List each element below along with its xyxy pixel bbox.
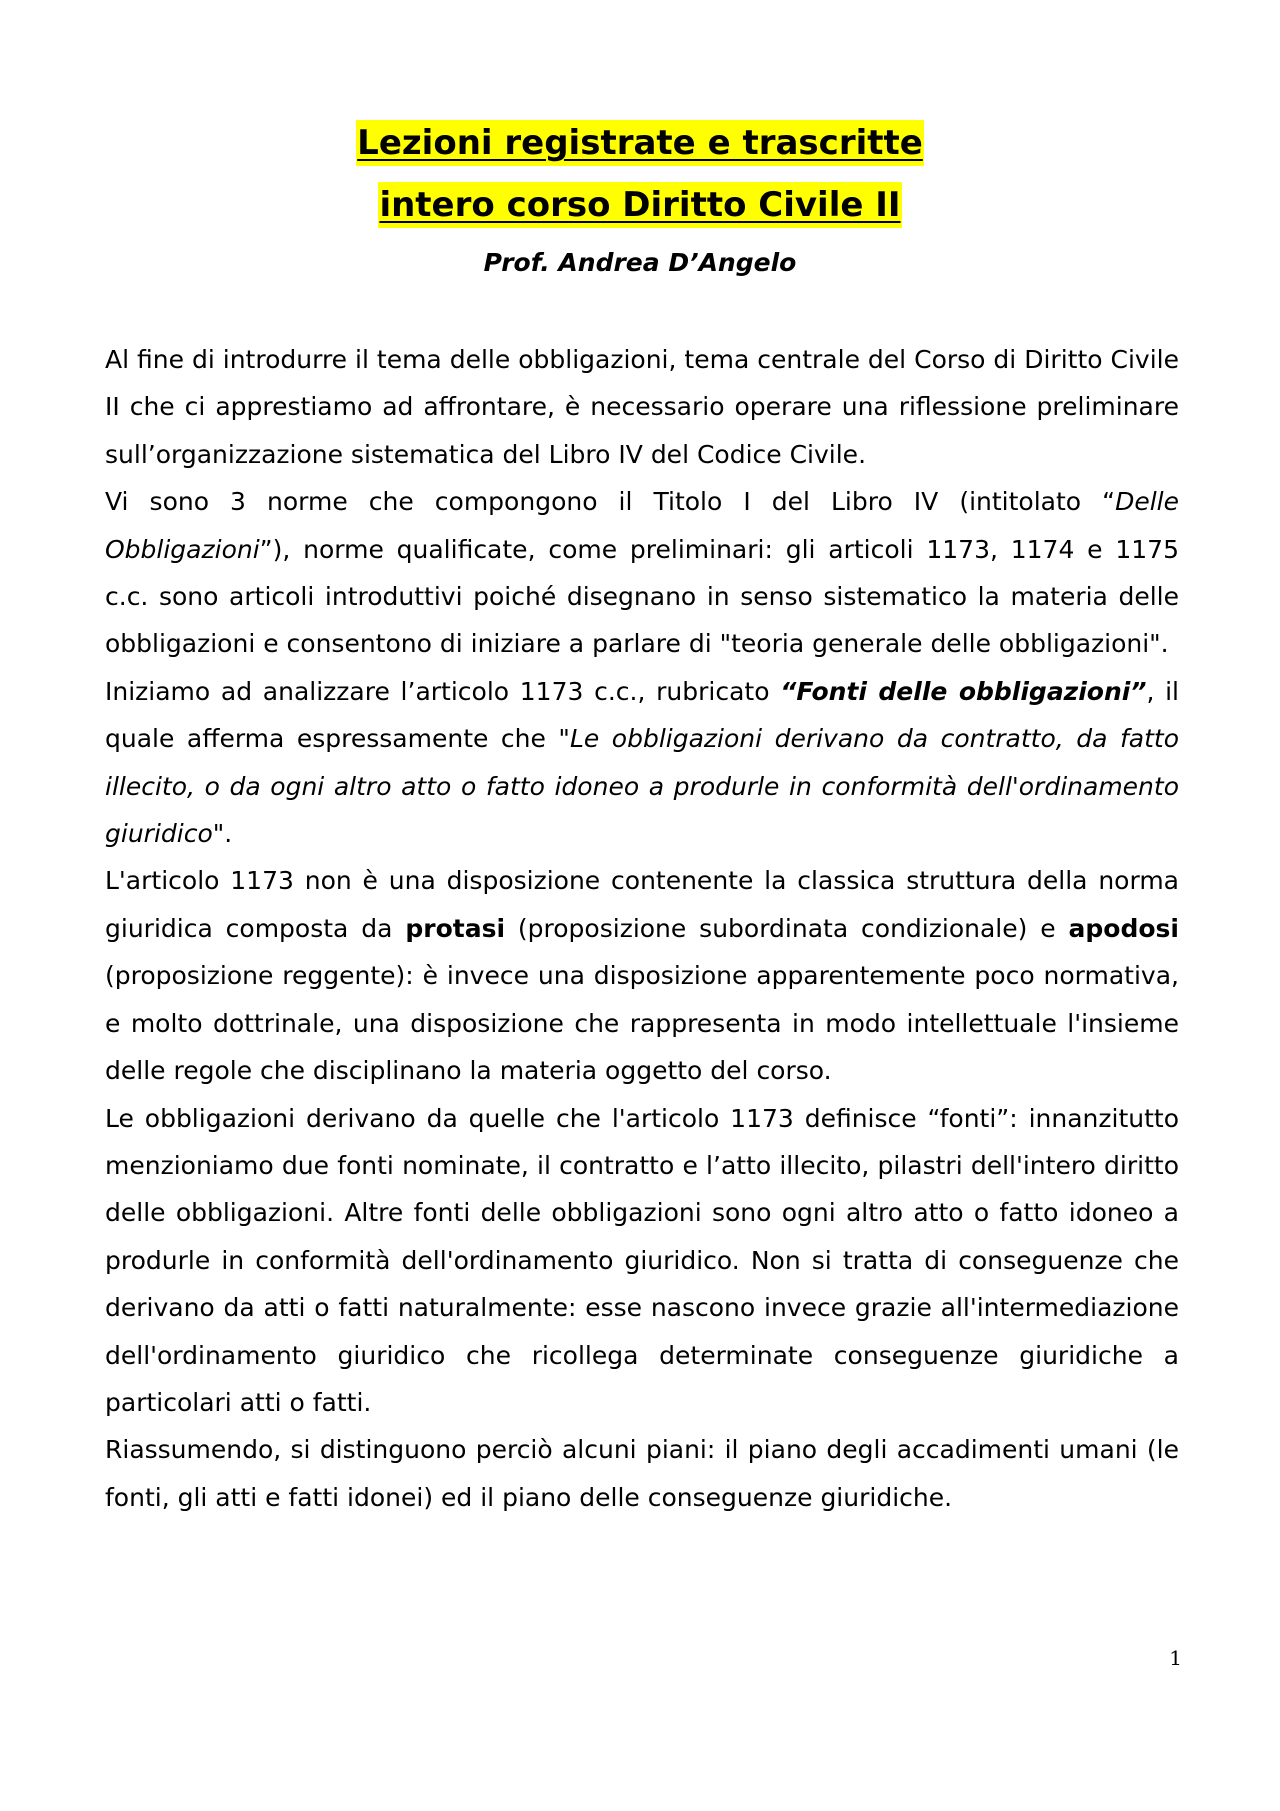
paragraph-4-text: L'articolo 1173 non è una disposizione contenente la classica struttura della norma giuridica composta da — [105, 866, 1179, 943]
term-protasi: protasi — [405, 913, 506, 943]
paragraph-1: Al fine di introdurre il tema delle obbligazioni, tema centrale del Corso di Diritto Civile II che ci apprestiamo ad affrontare, è necessario operare una riflessione preliminare sull’organizzazione sistematica del Libro IV del Codice Civile. — [105, 345, 1179, 469]
paragraph-4 — [105, 857, 1179, 1094]
article-quote: Le obbligazioni derivano da contratto, da fatto illecito, o da ogni altro atto o fatto idoneo a produrle in conformità dell'ordinamento giuridico — [105, 724, 1179, 849]
title-line-2: intero corso Diritto Civile II — [378, 182, 901, 228]
paragraph-2-text: Vi sono 3 norme che compongono il Titolo I del Libro IV (intitolato “ — [105, 487, 1116, 517]
paragraph-4-text-3: (proposizione reggente): è invece una disposizione apparentemente poco normativa, e molto dottrinale, una disposizione che rappresenta in modo intellettuale l'insieme delle regole che disciplinano la materia oggetto del corso. — [105, 961, 1179, 1086]
paragraph-2 — [105, 478, 1179, 668]
paragraph-5: Le obbligazioni derivano da quelle che l'articolo 1173 definisce “fonti”: innanzitutto menzioniamo due fonti nominate, il contratto e l’atto illecito, pilastri dell'intero diritto delle obbligazioni. Altre fonti delle obbligazioni sono ogni altro atto o fatto idoneo a produrle in conformità dell'ordinamento giuridico. Non si tratta di conseguenze che derivano da atti o fatti naturalmente: esse nascono invece grazie all'intermediazione dell'ordinamento giuridico che ricollega determinate conseguenze giuridiche a particolari atti o fatti. — [105, 1103, 1179, 1417]
article-heading: “Fonti delle obbligazioni” — [780, 676, 1147, 706]
paragraph-2-text-continued: ”), norme qualificate, come preliminari: gli articoli 1173, 1174 e 1175 c.c. sono articoli introduttivi poiché disegnano in senso sistematico la materia delle obbligazioni e consentono di iniziare a parlare di "teoria generale delle obbligazioni". — [105, 534, 1179, 659]
paragraph-6: Riassumendo, si distinguono perciò alcuni piani: il piano degli accadimenti umani (le fonti, gli atti e fatti idonei) ed il piano delle conseguenze giuridiche. — [105, 1435, 1179, 1512]
paragraph-2-italic-title: Delle Obbligazioni — [105, 487, 1179, 564]
paragraph-3-text-continued: , il quale afferma espressamente che " — [105, 676, 1179, 754]
paragraph-3 — [105, 668, 1179, 858]
paragraph-4-text-2: (proposizione subordinata condizionale) e — [505, 913, 1069, 943]
page-number: 1 — [1169, 1646, 1182, 1670]
title-block — [0, 120, 1280, 244]
paragraph-3-text: Iniziamo ad analizzare l’articolo 1173 c.c., rubricato — [105, 676, 781, 706]
author-line: Prof. Andrea D’Angelo — [483, 248, 797, 277]
title-line-1: Lezioni registrate e trascritte — [356, 120, 924, 166]
term-apodosi: apodosi — [1068, 913, 1179, 943]
paragraph-3-quote-end: ". — [212, 819, 233, 849]
body-text — [105, 336, 1179, 1521]
